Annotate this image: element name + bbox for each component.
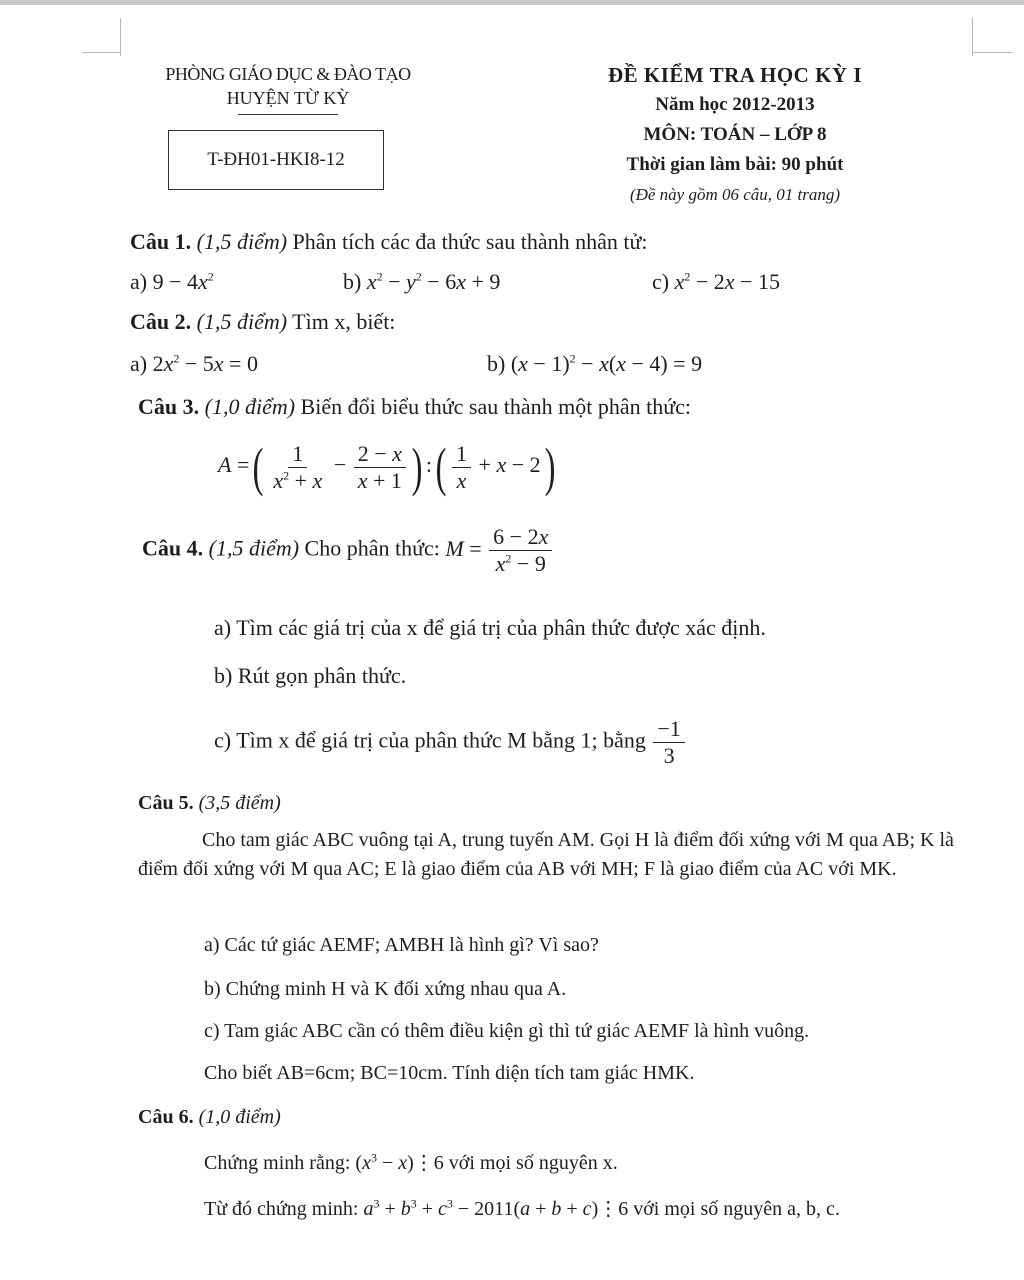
question-label: Câu 1.: [130, 229, 192, 254]
q3-expression: A =( $\frac{1}{x^2 + x}$ − $\frac{2 - x}{x + 1}$ ) :( $\frac{1}{x}$ + x − 2): [218, 437, 556, 497]
question-text: Tìm x, biết:: [292, 309, 396, 334]
question-5-heading: [138, 790, 281, 816]
question-text: Phân tích các đa thức sau thành nhân tử:: [292, 229, 648, 254]
q4-part-a: a) Tìm các giá trị của x để giá trị của phân thức được xác định.: [214, 615, 766, 640]
question-4-heading: [142, 524, 554, 577]
line-text: với mọi số nguyên x.: [448, 1152, 618, 1174]
question-3-heading: [138, 393, 691, 421]
q4-part-c: [214, 716, 687, 769]
question-points: (1,0 điểm): [198, 1106, 281, 1128]
line-text: Chứng minh rằng:: [204, 1152, 351, 1174]
math-expression: M = $\frac{6 - 2x}{x^2 - 9}$: [445, 536, 554, 561]
question-points: (1,5 điểm): [196, 309, 288, 334]
district-name: HUYỆN TỪ KỲ: [226, 88, 350, 108]
part-text: c) Tìm x để giá trị của phân thức M bằng 1; bằng: [214, 727, 646, 753]
question-label: Câu 5.: [138, 792, 194, 814]
q2-part-a: [130, 350, 258, 378]
subject: MÔN: TOÁN – LỚP 8: [643, 124, 827, 145]
question-text: Biến đổi biểu thức sau thành một phân thức:: [300, 394, 691, 419]
question-1-heading: [130, 228, 648, 256]
math-expression: $x^2 - 2x - 15$: [674, 269, 780, 294]
math-expression: $x^2 - y^2 - 6x + 9$: [366, 269, 501, 294]
question-points: (1,0 điểm): [204, 394, 296, 419]
part-label: c): [652, 269, 670, 294]
question-2-heading: [130, 308, 395, 336]
q5-part-a: a) Các tứ giác AEMF; AMBH là hình gì? Vì sao?: [204, 934, 599, 956]
time-limit: Thời gian làm bài: 90 phút: [626, 154, 844, 175]
header-right: [530, 60, 940, 210]
q6-line-2: [204, 1196, 840, 1222]
exam-title: ĐỀ KIỂM TRA HỌC KỲ I: [607, 63, 863, 87]
q5-intro: Cho tam giác ABC vuông tại A, trung tuyến AM. Gọi H là điểm đối xứng với M qua AB; K là điểm đối xứng với M qua AC; E là giao điểm của AB với MH; F là giao điểm của AC với MK.: [138, 829, 954, 880]
header-rule: [238, 114, 338, 115]
page-note: (Đề này gồm 06 câu, 01 trang): [629, 185, 841, 204]
question-label: Câu 2.: [130, 309, 192, 334]
school-year: Năm học 2012-2013: [655, 94, 815, 115]
exam-code-box: [168, 130, 384, 190]
q5-part-b: b) Chứng minh H và K đối xứng nhau qua A.: [204, 978, 567, 1000]
q6-line-1: [204, 1150, 618, 1176]
math-expression: $a^3 + b^3 + c^3 - 2011(a + b$ + c)⋮6: [363, 1196, 629, 1220]
question-points: (1,5 điểm): [196, 229, 288, 254]
part-label: a): [130, 269, 148, 294]
part-label: b): [343, 269, 362, 294]
math-fraction: $\frac{-1}{3}$: [653, 716, 684, 769]
question-points: (1,5 điểm): [208, 535, 300, 561]
math-expression: $2x^2 - 5x = 0$: [152, 351, 258, 376]
question-text: Cho phân thức:: [304, 535, 440, 561]
question-label: Câu 6.: [138, 1106, 194, 1128]
math-expression: ($x^3$ − x)⋮6: [355, 1150, 444, 1174]
question-6-heading: [138, 1104, 281, 1130]
q2-part-b: [487, 350, 702, 378]
department-name: PHÒNG GIÁO DỤC & ĐÀO TẠO: [165, 64, 411, 84]
part-label: b): [487, 351, 506, 376]
question-label: Câu 4.: [142, 535, 204, 561]
q5-part-c: c) Tam giác ABC cần có thêm điều kiện gì thì tứ giác AEMF là hình vuông.: [204, 1020, 810, 1042]
q5-part-d: Cho biết AB=6cm; BC=10cm. Tính diện tích tam giác HMK.: [204, 1062, 695, 1084]
q4-part-b: b) Rút gọn phân thức.: [214, 663, 407, 688]
q1-part-b: [343, 268, 500, 296]
q1-part-c: [652, 268, 780, 296]
q1-part-a: [130, 268, 214, 296]
math-expression: $9 - 4x^2$: [152, 269, 214, 294]
line-text: Từ đó chứng minh:: [204, 1198, 359, 1220]
exam-code: T-ĐH01-HKI8-12: [207, 149, 345, 170]
header-left: [128, 62, 448, 115]
part-label: a): [130, 351, 148, 376]
line-text: với mọi số nguyên a, b, c.: [633, 1198, 840, 1220]
question-points: (3,5 điểm): [198, 792, 281, 814]
question-label: Câu 3.: [138, 394, 200, 419]
math-expression: $(x - 1)^2 - x(x - 4) = 9$: [510, 351, 703, 376]
